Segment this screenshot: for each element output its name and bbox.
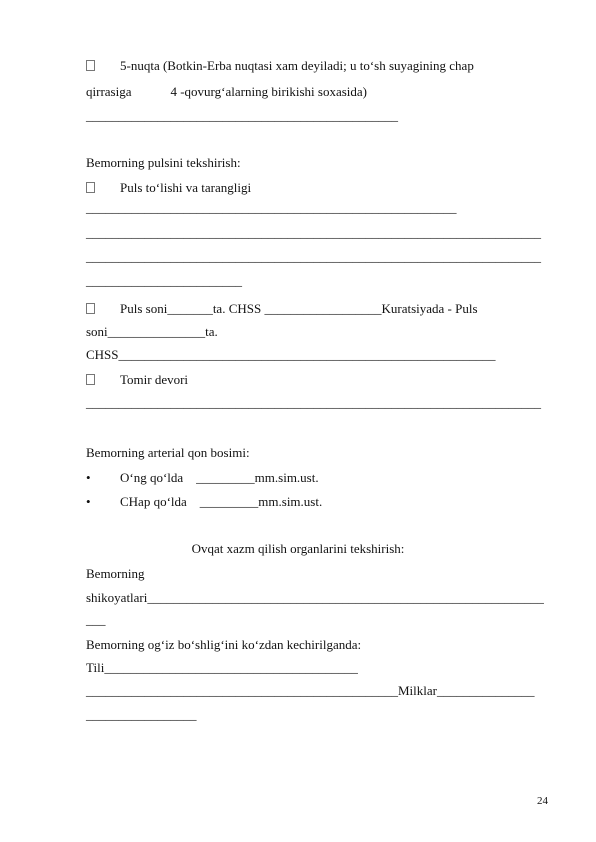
text-line: Puls to‘lishi va tarangligi [120, 180, 252, 195]
bullet-glyph-icon [86, 374, 95, 385]
fill-blank: ______________________________________________________________________ [86, 395, 541, 410]
text-line: Bemorning og‘iz bo‘shlig‘ini ko‘zdan kechirilganda: [86, 637, 362, 652]
text-line: Puls soni_______ta. CHSS __________________Kuratsiyada - Puls [120, 301, 478, 316]
bullet-dot: • [86, 494, 91, 509]
fill-blank: ________________________________________________ [86, 108, 398, 123]
text-line: 5-nuqta (Botkin-Erba nuqtasi xam deyiladi; u to‘sh suyagining chap [120, 58, 474, 73]
fill-blank: ___ [86, 612, 106, 627]
bullet-dot: • [86, 470, 91, 485]
fill-blank: ______________________________________________________________________ [86, 225, 541, 240]
page-number: 24 [537, 795, 548, 807]
text-line: qirrasiga 4 -qovurg‘alarning birikishi soxasida) [86, 84, 368, 99]
bullet-glyph-icon [86, 182, 95, 193]
text-line: ________________________________________________Milklar_______________ [86, 683, 535, 698]
bullet-glyph-icon [86, 303, 95, 314]
fill-blank: _________________ [86, 707, 197, 722]
text-line: shikoyatlari_____________________________________________________________ [86, 590, 544, 605]
fill-blank: ________________________ [86, 273, 242, 288]
section-title-digest: Ovqat xazm qilish organlarini tekshirish: [191, 541, 405, 556]
text-line: CHap qo‘lda _________mm.sim.ust. [120, 494, 323, 509]
bullet-glyph-icon [86, 60, 95, 71]
section-title-pulse: Bemorning pulsini tekshirish: [86, 155, 241, 170]
text-line: soni_______________ta. [86, 324, 218, 339]
fill-blank: _________________________________________________________ [86, 200, 457, 215]
text-line: Tili_______________________________________ [86, 660, 358, 675]
section-title-bp: Bemorning arterial qon bosimi: [86, 445, 250, 460]
text-line: Bemorning [86, 566, 145, 581]
text-line: O‘ng qo‘lda _________mm.sim.ust. [120, 470, 319, 485]
fill-blank: ______________________________________________________________________ [86, 249, 541, 264]
text-line: CHSS__________________________________________________________ [86, 347, 496, 362]
text-line: Tomir devori [120, 372, 189, 387]
